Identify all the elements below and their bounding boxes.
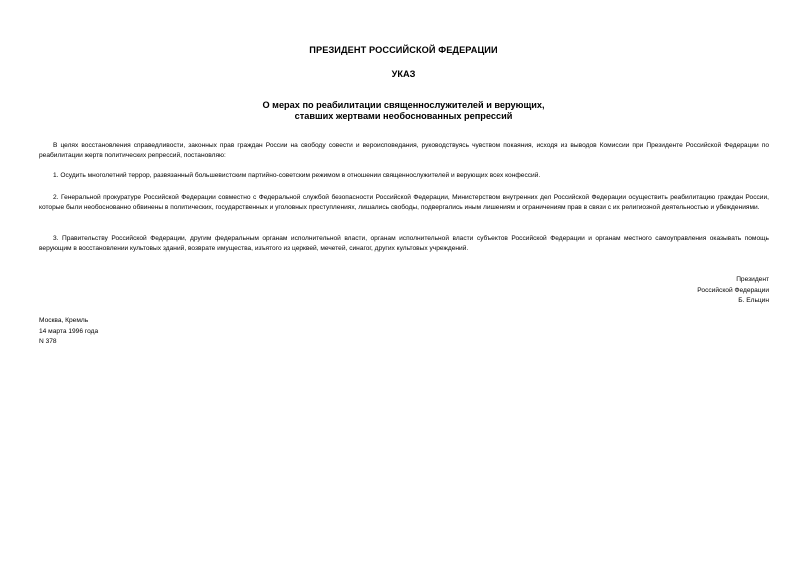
signing-location: Москва, Кремль xyxy=(39,317,89,324)
clause-3-paragraph: 3. Правительству Российской Федерации, другим федеральным органам исполнительной власти, органам исполнительной власти субъектов Российской Федерации и органам местного самоуправления оказывать помощь верующим в восстановлении культовых зданий, возврате имущества, изъятого из церквей, мечетей, синагог, других культовых учреждений. xyxy=(39,235,769,252)
document-title xyxy=(0,100,807,122)
document-number: N 378 xyxy=(39,338,57,345)
signature-position: Президент xyxy=(736,276,769,283)
signature-office: Российской Федерации xyxy=(697,286,769,294)
document-type-heading: УКАЗ xyxy=(391,69,416,79)
preamble-paragraph: В целях восстановления справедливости, законных прав граждан России на свободу совести и вероисповедания, руководствуясь чувством покаяния, исходя из выводов Комиссии при Президенте Российской Федерации по реабилитации жертв политических репрессий, постановляю: xyxy=(39,142,769,159)
clause-1-paragraph: 1. Осудить многолетний террор, развязанный большевистским партийно-советским режимом в отношении священнослужителей и верующих всех конфессий. xyxy=(53,172,541,179)
place-date-block xyxy=(39,316,98,348)
issuer-heading: ПРЕЗИДЕНТ РОССИЙСКОЙ ФЕДЕРАЦИИ xyxy=(309,45,498,55)
clause-2-paragraph: 2. Генеральной прокуратуре Российской Федерации совместно с Федеральной службой безопасности Российской Федерации, Министерством внутренних дел Российской Федерации осуществить реабилитацию граждан России, которые были необоснованно обвинены в политических, государственных и уголовных преступлениях, лишались свободы, подвергались иным лишениям и ограничениям прав в связи с их религиозной деятельностью и убеждениями. xyxy=(39,194,769,211)
signature-name: Б. Ельцин xyxy=(738,297,769,304)
title-line-2: ставших жертвами необоснованных репрессий xyxy=(294,111,513,121)
title-line-1: О мерах по реабилитации священнослужителей и верующих, xyxy=(262,100,545,110)
signing-date: 14 марта 1996 года xyxy=(39,327,99,335)
signature-block xyxy=(697,275,769,307)
